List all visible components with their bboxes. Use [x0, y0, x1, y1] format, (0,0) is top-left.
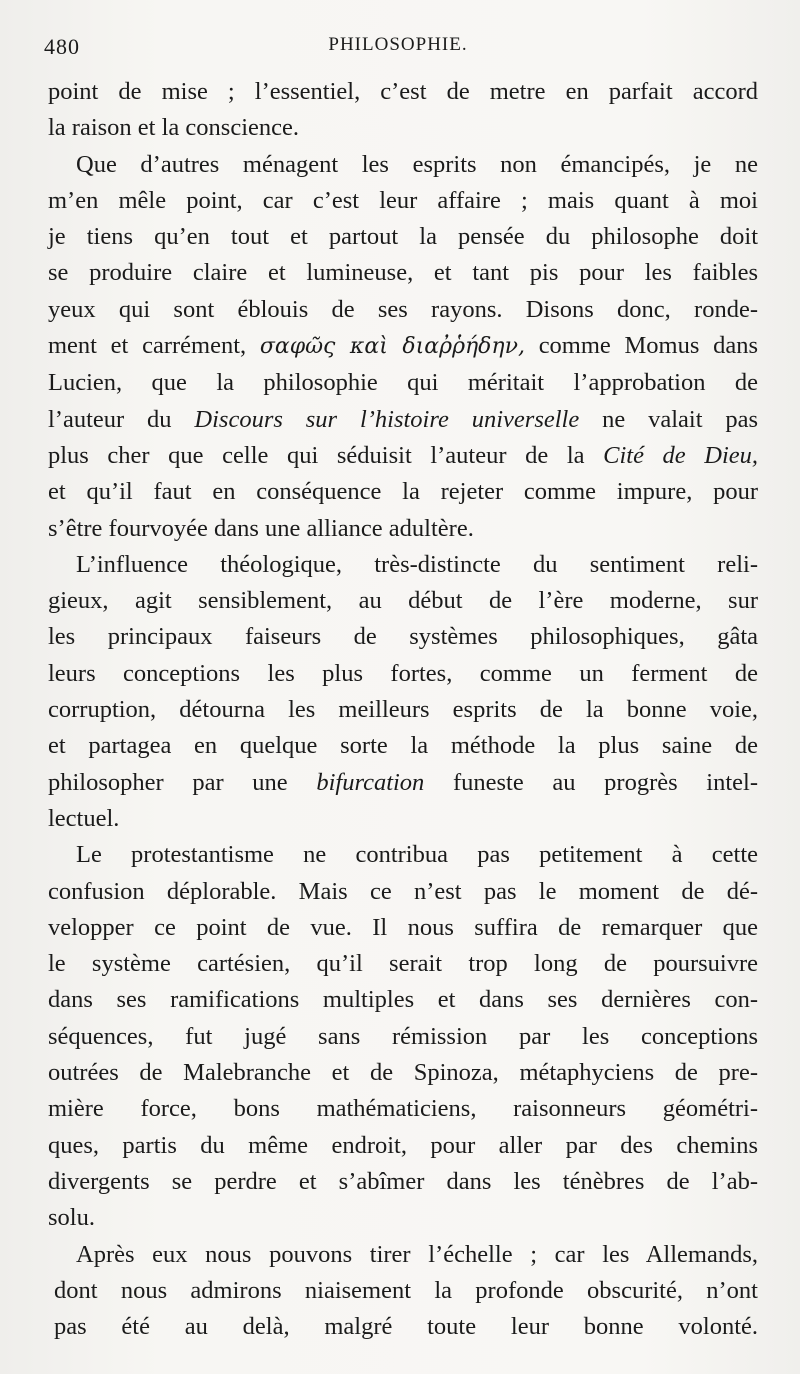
text-line: je tiens qu’en tout et partout la pensée du philosophe doit: [48, 223, 758, 251]
text-line: gieux, agit sensiblement, au début de l’ère moderne, sur: [48, 587, 758, 615]
text-line: [48, 402, 758, 438]
text-line: lectuel.: [48, 804, 120, 832]
text-line: mière force, bons mathématiciens, raisonneurs géométri-: [48, 1095, 758, 1123]
text-line: et qu’il faut en conséquence la rejeter comme impure, pour: [48, 478, 758, 506]
text-line: yeux qui sont éblouis de ses rayons. Disons donc, ronde-: [48, 295, 758, 323]
text-line: [48, 438, 758, 474]
body-text: [48, 74, 758, 1345]
text-line: la raison et la conscience.: [48, 114, 300, 142]
text-line: ques, partis du même endroit, pour aller par des chemins: [48, 1131, 758, 1159]
text-line: dont nous admirons niaisement la profonde obscurité, n’ont: [54, 1276, 758, 1304]
text-line: L’influence théologique, très-distincte du sentiment reli-: [76, 550, 758, 578]
text-line: solu.: [48, 1204, 95, 1232]
page-header: [44, 34, 752, 60]
text-line: outrées de Malebranche et de Spinoza, métaphyciens de pre-: [48, 1059, 758, 1087]
text-line: point de mise ; l’essentiel, c’est de metre en parfait accord: [48, 78, 758, 105]
text-line: confusion déplorable. Mais ce n’est pas le moment de dé-: [48, 877, 758, 905]
text-line: [48, 328, 758, 365]
text-segment: ne valait pas: [602, 405, 759, 433]
text-segment: funeste au progrès intel-: [452, 768, 759, 796]
italic-word: bifurcation: [316, 768, 425, 796]
text-segment: comme Momus dans: [538, 332, 758, 360]
running-head: PHILOSOPHIE.: [328, 34, 468, 55]
text-line: s’être fourvoyée dans une alliance adultère.: [48, 514, 474, 542]
text-line: m’en mêle point, car c’est leur affaire ; mais quant à moi: [48, 186, 758, 214]
text-segment: l’auteur du: [48, 405, 172, 433]
text-line: se produire claire et lumineuse, et tant pis pour les faibles: [48, 259, 758, 287]
italic-title: Discours sur l’histoire universelle: [194, 405, 580, 433]
text-segment: philosopher par une: [48, 768, 288, 796]
text-segment: ment et carrément,: [48, 332, 247, 360]
text-line: dans ses ramifications multiples et dans ses dernières con-: [48, 986, 758, 1014]
text-line: corruption, détourna les meilleurs esprits de la bonne voie,: [48, 696, 758, 724]
text-line: Que d’autres ménagent les esprits non émancipés, je ne: [76, 150, 758, 178]
text-line: le système cartésien, qu’il serait trop long de poursuivre: [48, 950, 758, 978]
page-number: 480: [44, 34, 80, 59]
text-line: leurs conceptions les plus fortes, comme un ferment de: [48, 659, 758, 687]
text-segment: plus cher que celle qui séduisit l’auteur de la: [48, 441, 585, 469]
text-line: et partagea en quelque sorte la méthode la plus saine de: [48, 732, 758, 760]
text-line: pas été au delà, malgré toute leur bonne volonté.: [54, 1313, 758, 1341]
text-line: velopper ce point de vue. Il nous suffira de remarquer que: [48, 913, 758, 941]
text-line: divergents se perdre et s’abîmer dans les ténèbres de l’ab-: [48, 1167, 758, 1195]
text-line: Lucien, que la philosophie qui méritait l’approbation de: [48, 369, 758, 397]
text-line: séquences, fut jugé sans rémission par les conceptions: [48, 1022, 758, 1050]
text-line: Après eux nous pouvons tirer l’échelle ; car les Allemands,: [76, 1240, 758, 1268]
text-line: les principaux faiseurs de systèmes philosophiques, gâta: [48, 623, 758, 651]
text-line: Le protestantisme ne contribua pas petitement à cette: [76, 841, 758, 869]
italic-title: Cité de Dieu,: [603, 441, 758, 469]
text-line: [48, 765, 758, 801]
greek-phrase: σαφῶς καὶ διαῤῥήδην,: [259, 334, 525, 360]
